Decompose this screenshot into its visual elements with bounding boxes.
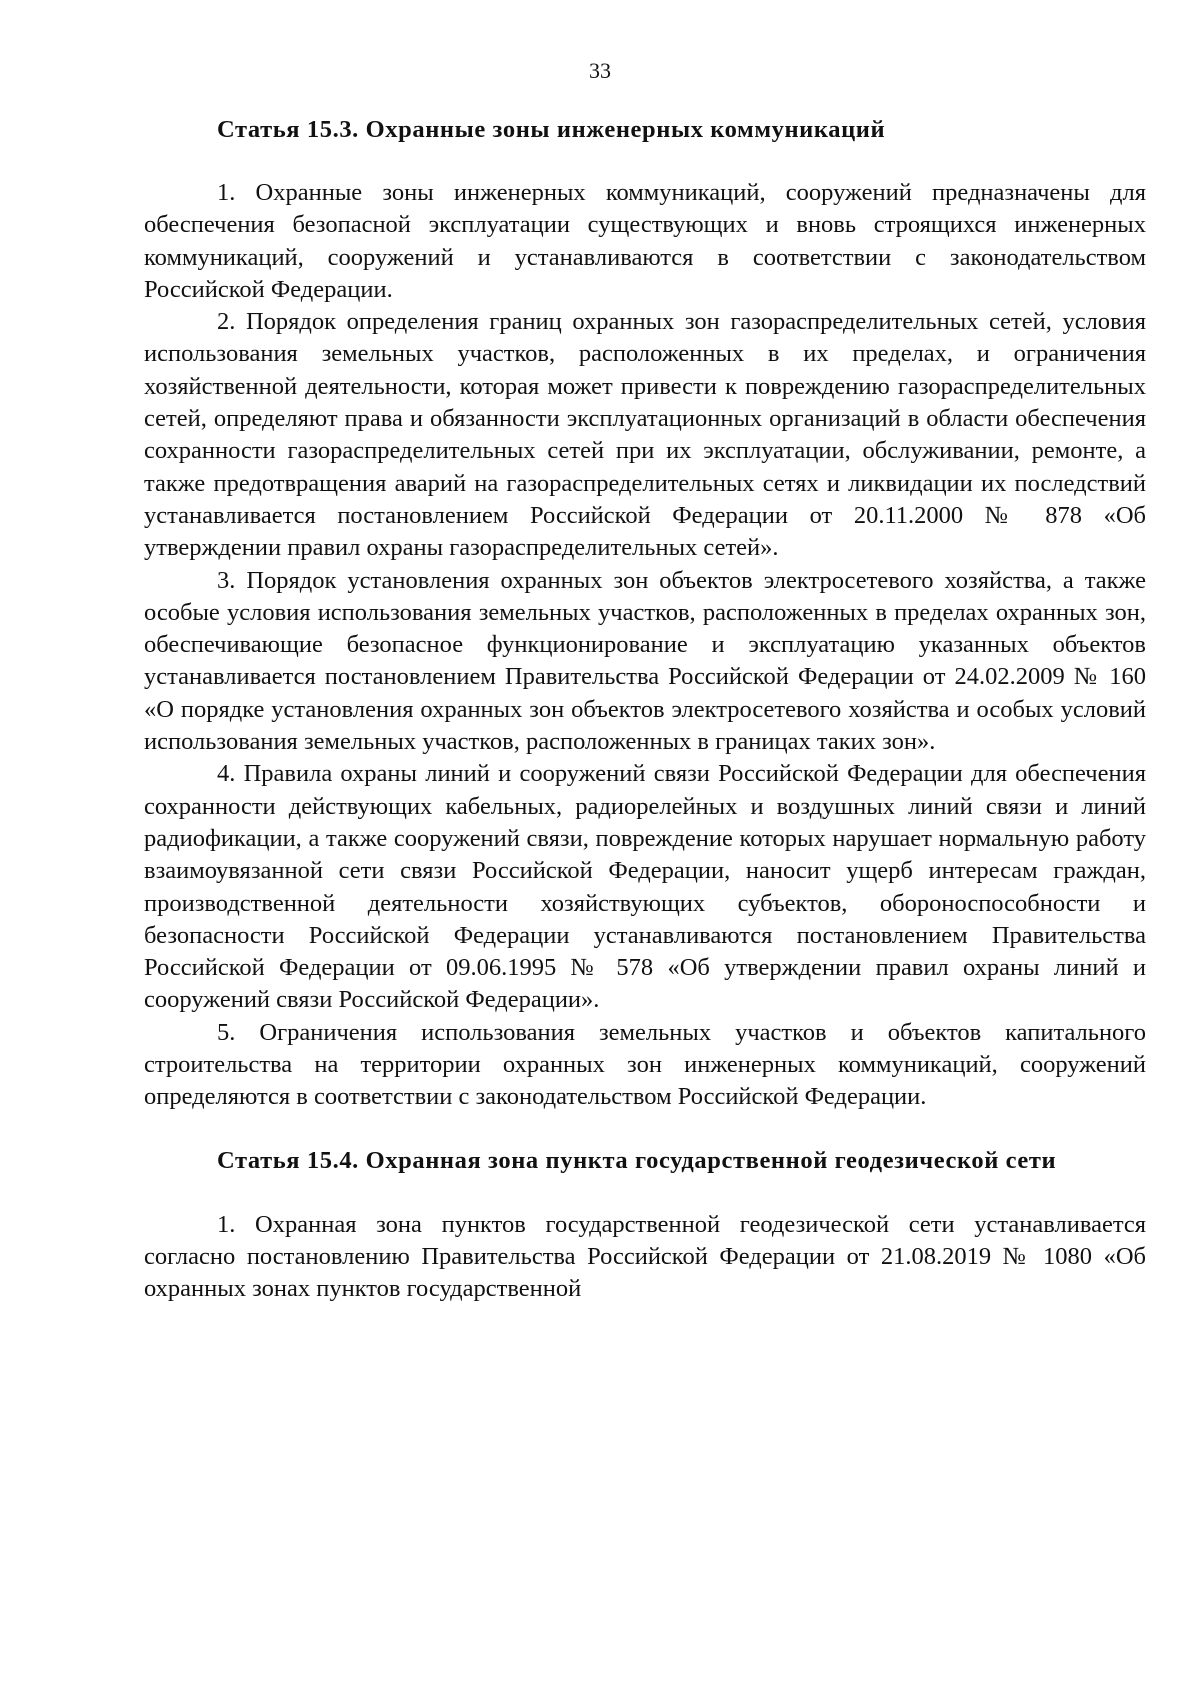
article-15-3-title: Статья 15.3. Охранные зоны инженерных коммуникаций [217, 116, 886, 143]
article-15-3-paragraph-4: 4. Правила охраны линий и сооружений связи Российской Федерации для обеспечения сохранности действующих кабельных, радиорелейных и воздушных линий связи и линий радиофикации, а также сооружений связи, повреждение которых нарушает нормальную работу взаимоувязанной сети связи Российской Федерации, наносит ущерб интересам граждан, производственной деятельности хозяйствующих субъектов, обороноспособности и безопасности Российской Федерации устанавливаются постановлением Правительства Российской Федерации от 09.06.1995 № 578 «Об утверждении правил охраны линий и сооружений связи Российской Федерации». [144, 760, 1146, 1014]
article-15-3-paragraph-3: 3. Порядок установления охранных зон объектов электросетевого хозяйства, а также особые условия использования земельных участков, расположенных в пределах охранных зон, обеспечивающие безопасное функционирование и эксплуатацию указанных объектов устанавливается постановлением Правительства Российской Федерации от 24.02.2009 № 160 «О порядке установления охранных зон объектов электросетевого хозяйства и особых условий использования земельных участков, расположенных в границах таких зон». [144, 566, 1146, 756]
article-15-3-paragraph-5: 5. Ограничения использования земельных участков и объектов капитального строительства на территории охранных зон инженерных коммуникаций, сооружений определяются в соответствии с законодательством Российской Федерации. [144, 1018, 1146, 1111]
article-15-3-paragraph-1: 1. Охранные зоны инженерных коммуникаций, сооружений предназначены для обеспечения безопасной эксплуатации существующих и вновь строящихся инженерных коммуникаций, сооружений и устанавливаются в соответствии с законодательством Российской Федерации. [144, 179, 1146, 303]
article-15-4-paragraph-1: 1. Охранная зона пунктов государственной геодезической сети устанавливается согласно постановлению Правительства Российской Федерации от 21.08.2019 № 1080 «Об охранных зонах пунктов государственной [144, 1210, 1146, 1303]
article-15-3-paragraph-2: 2. Порядок определения границ охранных зон газораспределительных сетей, условия использования земельных участков, расположенных в их пределах, и ограничения хозяйственной деятельности, которая может привести к повреждению газораспределительных сетей, определяют права и обязанности эксплуатационных организаций в области обеспечения сохранности газораспределительных сетей при их эксплуатации, обслуживании, ремонте, а также предотвращения аварий на газораспределительных сетях и ликвидации их последствий устанавливается постановлением Российской Федерации от 20.11.2000 № 878 «Об утверждении правил охраны газораспределительных сетей». [144, 308, 1146, 562]
document-body [144, 114, 1146, 1306]
page-number: 33 [589, 58, 611, 83]
article-15-4-title: Статья 15.4. Охранная зона пункта государственной геодезической сети [217, 1146, 1057, 1174]
